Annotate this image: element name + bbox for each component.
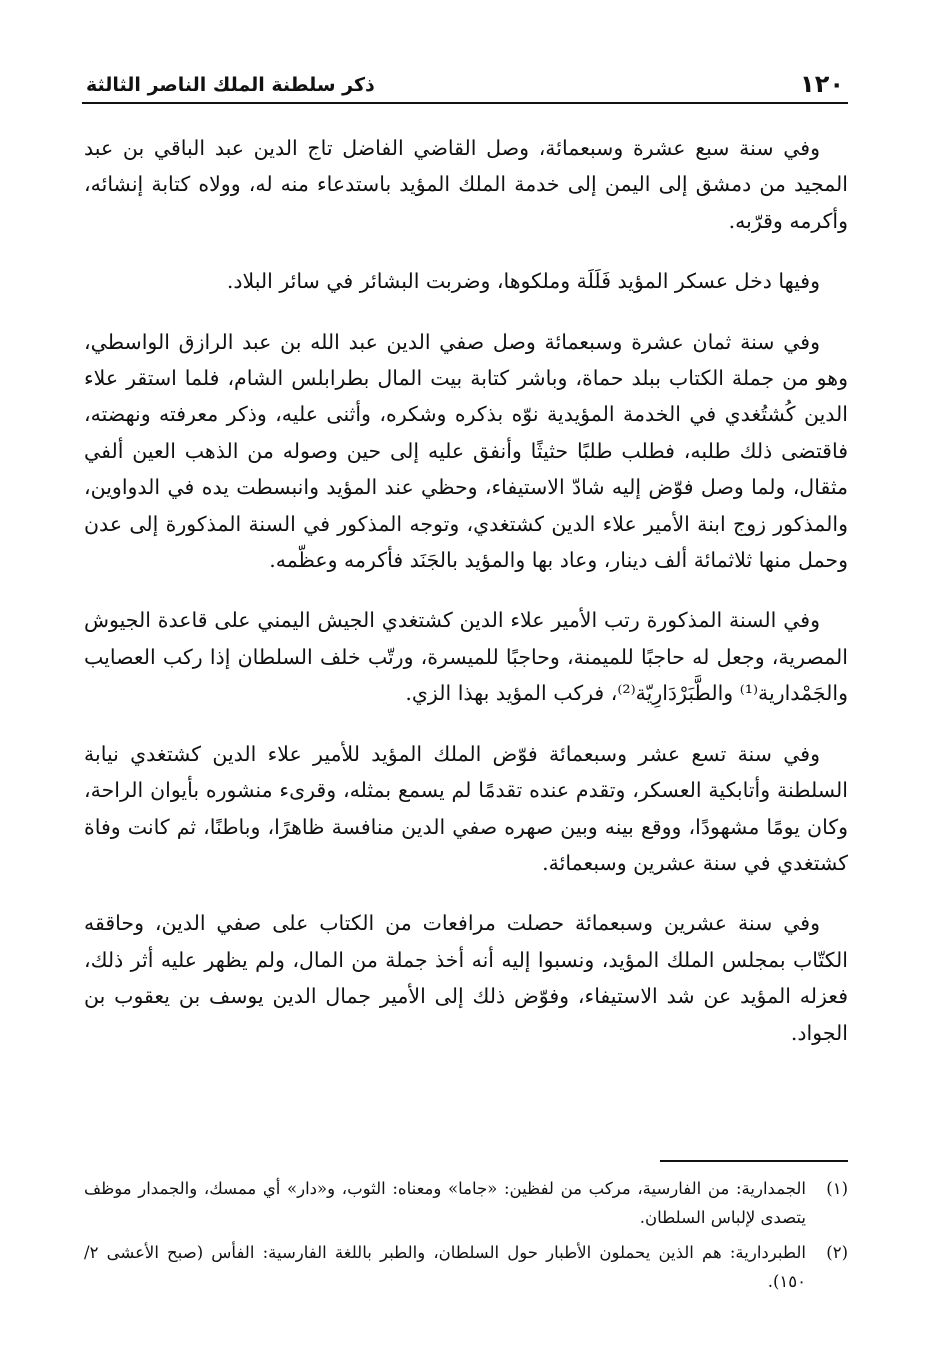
paragraph: وفيها دخل عسكر المؤيد فَلَلَة وملكوها، وضربت البشائر في سائر البلاد. bbox=[226, 269, 820, 294]
paragraph: وفي السنة المذكورة رتب الأمير علاء الدين كشتغدي الجيش اليمني على قاعدة الجيوش المصرية، وجعل له حاجبًا للميمنة، وحاجبًا للميسرة، ورتّب خلف السلطان إذا ركب العصايب والجَمْدارية⁽¹⁾ والطَّبَرْدَارِيّة⁽²⁾، فركب المؤيد بهذا الزي. bbox=[84, 608, 848, 706]
footnote-mark: (٢) bbox=[826, 1243, 848, 1262]
footnote bbox=[84, 1174, 848, 1232]
footnote-separator bbox=[660, 1160, 848, 1162]
paragraph: وفي سنة عشرين وسبعمائة حصلت مرافعات من الكتاب على صفي الدين، وحاققه الكتّاب بمجلس الملك المؤيد، ونسبوا إليه أنه أخذ جملة من المال، ولم يظهر عليه أثر ذلك، فعزله المؤيد عن شد الاستيفاء، وفوّض ذلك إلى الأمير جمال الدين يوسف بن يعقوب بن الجواد. bbox=[84, 911, 848, 1045]
main-text bbox=[84, 130, 848, 1075]
page-number: ١٢٠ bbox=[800, 70, 844, 98]
footnote bbox=[84, 1238, 848, 1296]
paragraph: وفي سنة تسع عشر وسبعمائة فوّض الملك المؤيد للأمير علاء الدين كشتغدي نيابة السلطنة وأتابكية العسكر، وتقدم عنده تقدمًا لم يسمع بمثله، وقرىء منشوره بأيوان الراحة، وكان يومًا مشهودًا، ووقع بينه وبين صهره صفي الدين منافسة ظاهرًا، وباطنًا، ثم كانت وفاة كشتغدي في سنة عشرين وسبعمائة. bbox=[84, 741, 848, 875]
paragraph: وفي سنة سبع عشرة وسبعمائة، وصل القاضي الفاضل تاج الدين عبد الباقي بن عبد المجيد من دمشق إلى اليمن إلى خدمة الملك المؤيد باستدعاء منه له، وولاه كتابة إنشائه، وأكرمه وقرّبه. bbox=[84, 136, 848, 233]
footnotes bbox=[84, 1174, 848, 1302]
footnote-text: الجمدارية: من الفارسية، مركب من لفظين: «جاما» ومعناه: الثوب، و«دار» أي ممسك، والجمدار موظف يتصدى لإلباس السلطان. bbox=[84, 1179, 806, 1227]
footnote-text: الطبردارية: هم الذين يحملون الأطبار حول السلطان، والطبر باللغة الفارسية: الفأس (صبح الأعشى ٢/ ١٥٠). bbox=[84, 1243, 806, 1291]
footnote-mark: (١) bbox=[826, 1179, 848, 1198]
running-title: ذكر سلطنة الملك الناصر الثالثة bbox=[86, 74, 375, 96]
page-header bbox=[82, 66, 848, 104]
paragraph: وفي سنة ثمان عشرة وسبعمائة وصل صفي الدين عبد الله بن عبد الرازق الواسطي، وهو من جملة الكتاب ببلد حماة، وباشر كتابة بيت المال بطرابلس الشام، فلما استقر علاء الدين كُشتُغدي في الخدمة المؤيدية نوّه بذكره وشكره، وأثنى عليه، وذكر معرفته ونهضته، فاقتضى ذلك طلبه، فطلب طلبًا حثيثًا وأنفق عليه إلى حين وصوله من الذهب العين ألفي مثقال، ولما وصل فوّض إليه شادّ الاستيفاء، وحظي عند المؤيد وانبسطت يده في الدواوين، والمذكور زوج ابنة الأمير علاء الدين كشتغدي، وتوجه المذكور في السنة المذكورة إلى عدن وحمل منها ثلاثمائة ألف دينار، وعاد بها والمؤيد بالجَنَد فأكرمه وعظّمه. bbox=[84, 329, 848, 573]
